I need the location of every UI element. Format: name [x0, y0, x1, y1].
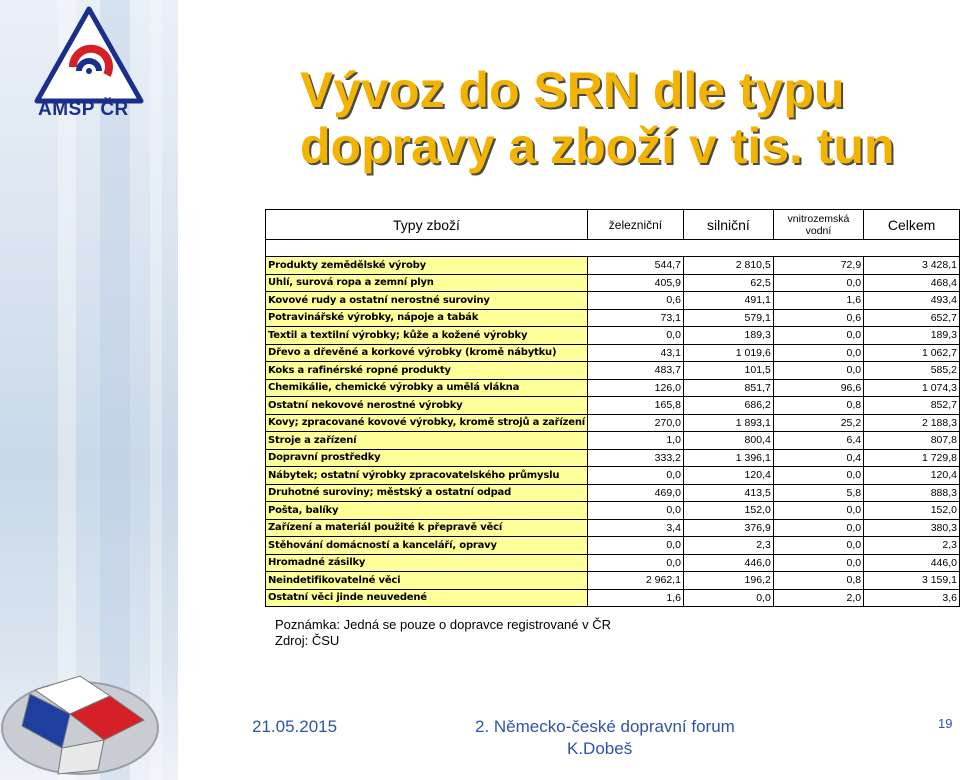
row-rail-value: 0,0 — [587, 502, 683, 520]
row-water-value: 0,0 — [773, 502, 863, 520]
row-goods-name: Hromadné zásilky — [266, 554, 588, 572]
table-row — [266, 519, 960, 537]
row-total-value: 189,3 — [864, 327, 960, 345]
row-water-value: 25,2 — [773, 414, 863, 432]
row-road-value: 120,4 — [683, 467, 773, 485]
row-water-value: 0,6 — [773, 309, 863, 327]
row-total-value: 2,3 — [864, 537, 960, 555]
row-total-value: 1 729,8 — [864, 449, 960, 467]
table-row — [266, 537, 960, 555]
page-title — [300, 62, 950, 174]
header-goods-type: Typy zboží — [266, 210, 588, 240]
puzzle-flag-icon — [0, 650, 178, 780]
row-road-value: 800,4 — [683, 432, 773, 450]
row-total-value: 1 062,7 — [864, 344, 960, 362]
footer-date: 21.05.2015 — [252, 717, 338, 736]
row-rail-value: 333,2 — [587, 449, 683, 467]
row-road-value: 446,0 — [683, 554, 773, 572]
row-water-value: 0,0 — [773, 274, 863, 292]
table-row — [266, 432, 960, 450]
source-text: Zdroj: ČSU — [275, 633, 340, 648]
title-line-1: Vývoz do SRN dle typu — [300, 62, 845, 118]
table-row — [266, 274, 960, 292]
row-goods-name: Nábytek; ostatní výrobky zpracovatelského průmyslu — [266, 467, 588, 485]
footer-event: 2. Německo-české dopravní forum — [475, 717, 735, 736]
row-rail-value: 0,0 — [587, 554, 683, 572]
row-goods-name: Neindetifikovatelné věci — [266, 572, 588, 590]
header-inland-water: vnitrozemská vodní — [773, 210, 863, 240]
row-road-value: 152,0 — [683, 502, 773, 520]
row-total-value: 652,7 — [864, 309, 960, 327]
table-row — [266, 379, 960, 397]
row-water-value: 0,0 — [773, 362, 863, 380]
row-rail-value: 0,6 — [587, 292, 683, 310]
row-road-value: 579,1 — [683, 309, 773, 327]
note-text: Poznámka: Jedná se pouze o dopravce registrované v ČR — [275, 617, 612, 632]
row-water-value: 96,6 — [773, 379, 863, 397]
row-goods-name: Kovové rudy a ostatní nerostné suroviny — [266, 292, 588, 310]
row-goods-name: Kovy; zpracované kovové výrobky, kromě strojů a zařízení — [266, 414, 588, 432]
row-goods-name: Pošta, balíky — [266, 502, 588, 520]
row-rail-value: 1,0 — [587, 432, 683, 450]
row-total-value: 1 074,3 — [864, 379, 960, 397]
header-total: Celkem — [864, 210, 960, 240]
header-rail: železniční — [587, 210, 683, 240]
table-row — [266, 572, 960, 590]
row-goods-name: Chemikálie, chemické výrobky a umělá vlákna — [266, 379, 588, 397]
row-road-value: 189,3 — [683, 327, 773, 345]
row-water-value: 2,0 — [773, 589, 863, 607]
row-rail-value: 0,0 — [587, 537, 683, 555]
row-rail-value: 165,8 — [587, 397, 683, 415]
row-rail-value: 0,0 — [587, 467, 683, 485]
table-note — [275, 617, 611, 649]
row-rail-value: 405,9 — [587, 274, 683, 292]
table-row — [266, 467, 960, 485]
row-water-value: 0,0 — [773, 554, 863, 572]
row-goods-name: Textil a textilní výrobky; kůže a kožené výrobky — [266, 327, 588, 345]
export-table — [265, 209, 960, 607]
table-row — [266, 292, 960, 310]
table-header-row — [266, 210, 960, 240]
row-road-value: 2,3 — [683, 537, 773, 555]
row-total-value: 468,4 — [864, 274, 960, 292]
row-road-value: 1 396,1 — [683, 449, 773, 467]
row-total-value: 3,6 — [864, 589, 960, 607]
row-rail-value: 2 962,1 — [587, 572, 683, 590]
row-road-value: 851,7 — [683, 379, 773, 397]
row-rail-value: 0,0 — [587, 327, 683, 345]
page-number: 19 — [938, 716, 953, 731]
table-row — [266, 362, 960, 380]
footer-author: K.Dobeš — [567, 739, 633, 758]
table-row — [266, 589, 960, 607]
row-water-value: 72,9 — [773, 257, 863, 275]
row-road-value: 376,9 — [683, 519, 773, 537]
table-row — [266, 414, 960, 432]
row-goods-name: Druhotné suroviny; městský a ostatní odpad — [266, 484, 588, 502]
row-goods-name: Potravinářské výrobky, nápoje a tabák — [266, 309, 588, 327]
row-road-value: 101,5 — [683, 362, 773, 380]
table-row — [266, 309, 960, 327]
row-rail-value: 73,1 — [587, 309, 683, 327]
row-water-value: 0,0 — [773, 327, 863, 345]
table-row — [266, 554, 960, 572]
row-goods-name: Koks a rafinérské ropné produkty — [266, 362, 588, 380]
row-goods-name: Stroje a zařízení — [266, 432, 588, 450]
row-total-value: 2 188,3 — [864, 414, 960, 432]
row-road-value: 0,0 — [683, 589, 773, 607]
row-total-value: 152,0 — [864, 502, 960, 520]
row-rail-value: 3,4 — [587, 519, 683, 537]
row-total-value: 120,4 — [864, 467, 960, 485]
row-road-value: 1 893,1 — [683, 414, 773, 432]
row-total-value: 380,3 — [864, 519, 960, 537]
row-road-value: 196,2 — [683, 572, 773, 590]
row-goods-name: Ostatní nekovové nerostné výrobky — [266, 397, 588, 415]
row-rail-value: 544,7 — [587, 257, 683, 275]
row-goods-name: Ostatní věci jinde neuvedené — [266, 589, 588, 607]
row-road-value: 491,1 — [683, 292, 773, 310]
row-total-value: 585,2 — [864, 362, 960, 380]
row-road-value: 2 810,5 — [683, 257, 773, 275]
logo-text: AMSP ČR — [38, 99, 129, 120]
row-total-value: 446,0 — [864, 554, 960, 572]
row-total-value: 3 159,1 — [864, 572, 960, 590]
table-row — [266, 327, 960, 345]
table-row — [266, 502, 960, 520]
row-goods-name: Stěhování domácností a kanceláří, opravy — [266, 537, 588, 555]
header-road: silniční — [683, 210, 773, 240]
row-goods-name: Dopravní prostředky — [266, 449, 588, 467]
row-road-value: 413,5 — [683, 484, 773, 502]
row-rail-value: 469,0 — [587, 484, 683, 502]
table-row — [266, 397, 960, 415]
row-water-value: 0,0 — [773, 519, 863, 537]
row-water-value: 0,4 — [773, 449, 863, 467]
row-water-value: 6,4 — [773, 432, 863, 450]
row-rail-value: 483,7 — [587, 362, 683, 380]
row-water-value: 1,6 — [773, 292, 863, 310]
row-total-value: 807,8 — [864, 432, 960, 450]
row-goods-name: Zařízení a materiál použité k přepravě věcí — [266, 519, 588, 537]
row-road-value: 686,2 — [683, 397, 773, 415]
row-goods-name: Produkty zemědělské výroby — [266, 257, 588, 275]
row-rail-value: 270,0 — [587, 414, 683, 432]
row-water-value: 0,0 — [773, 344, 863, 362]
table-row — [266, 257, 960, 275]
row-road-value: 62,5 — [683, 274, 773, 292]
row-rail-value: 43,1 — [587, 344, 683, 362]
row-water-value: 0,0 — [773, 537, 863, 555]
row-water-value: 0,8 — [773, 397, 863, 415]
row-goods-name: Dřevo a dřevěné a korkové výrobky (kromě nábytku) — [266, 344, 588, 362]
table-row — [266, 344, 960, 362]
row-water-value: 0,0 — [773, 467, 863, 485]
table-spacer-row — [266, 240, 960, 257]
title-line-2: dopravy a zboží v tis. tun — [300, 118, 895, 174]
row-total-value: 3 428,1 — [864, 257, 960, 275]
row-road-value: 1 019,6 — [683, 344, 773, 362]
row-total-value: 888,3 — [864, 484, 960, 502]
sidebar-background — [0, 0, 178, 780]
row-total-value: 852,7 — [864, 397, 960, 415]
row-total-value: 493,4 — [864, 292, 960, 310]
row-rail-value: 126,0 — [587, 379, 683, 397]
table-row — [266, 484, 960, 502]
row-water-value: 0,8 — [773, 572, 863, 590]
row-rail-value: 1,6 — [587, 589, 683, 607]
row-goods-name: Uhlí, surová ropa a zemní plyn — [266, 274, 588, 292]
table-row — [266, 449, 960, 467]
row-water-value: 5,8 — [773, 484, 863, 502]
